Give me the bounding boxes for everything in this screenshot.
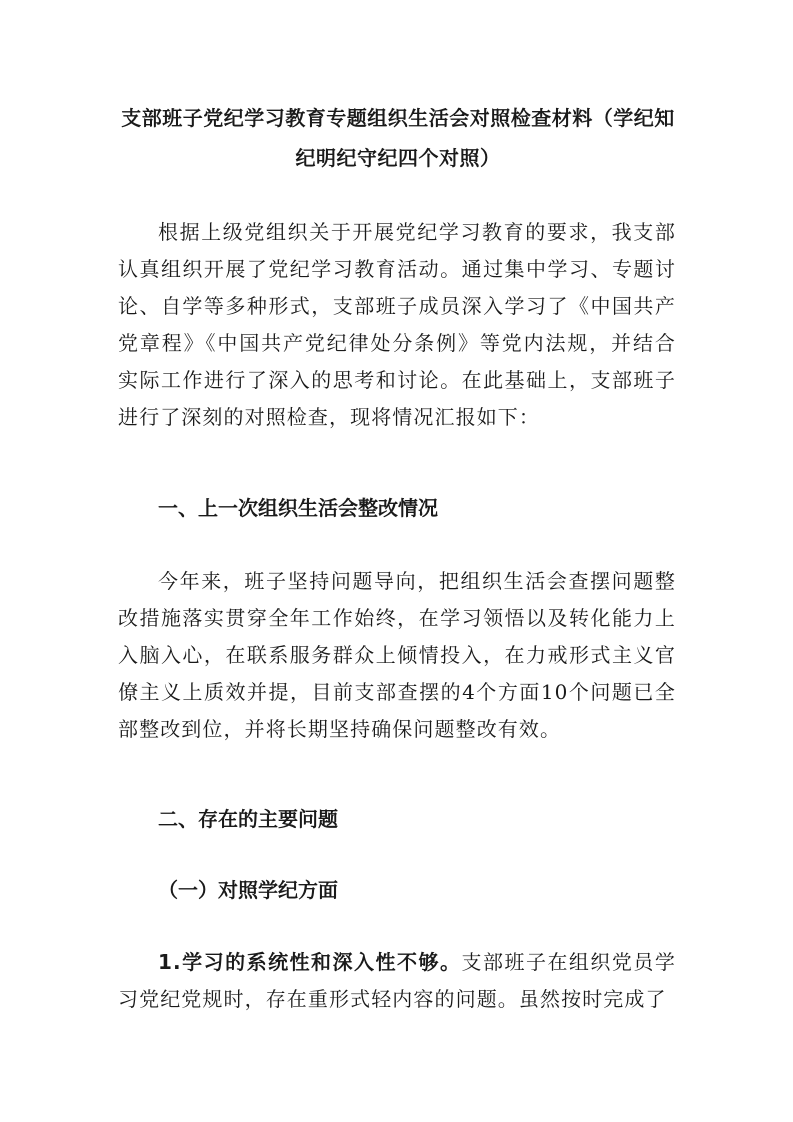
document-title: 支部班子党纪学习教育专题组织生活会对照检查材料（学纪知纪明纪守纪四个对照）: [121, 106, 675, 170]
subsection-1-heading: （一）对照学纪方面: [158, 878, 338, 902]
item-1-lead: 1.学习的系统性和深入性不够。: [158, 950, 462, 974]
item-1-body: 支部班子在组织党员学习党纪党规时，存在重形式轻内容的问题。虽然按时完成了: [118, 950, 676, 1011]
section-1-paragraph: 今年来，班子坚持问题导向，把组织生活会查摆问题整改措施落实贯穿全年工作始终，在学习领悟以及转化能力上入脑入心，在联系服务群众上倾情投入，在力戒形式主义官僚主义上质效并提，目前支部查摆的4个方面10个问题已全部整改到位，并将长期坚持确保问题整改有效。: [118, 569, 676, 741]
intro-paragraph: 根据上级党组织关于开展党纪学习教育的要求，我支部认真组织开展了党纪学习教育活动。通过集中学习、专题讨论、自学等多种形式，支部班子成员深入学习了《中国共产党章程》《中国共产党纪律处分条例》等党内法规，并结合实际工作进行了深入的思考和讨论。在此基础上，支部班子进行了深刻的对照检查，现将情况汇报如下：: [118, 220, 676, 429]
item-1-paragraph: [118, 944, 676, 1018]
section-2-heading: 二、存在的主要问题: [158, 807, 338, 831]
section-1-heading: 一、上一次组织生活会整改情况: [158, 496, 438, 520]
